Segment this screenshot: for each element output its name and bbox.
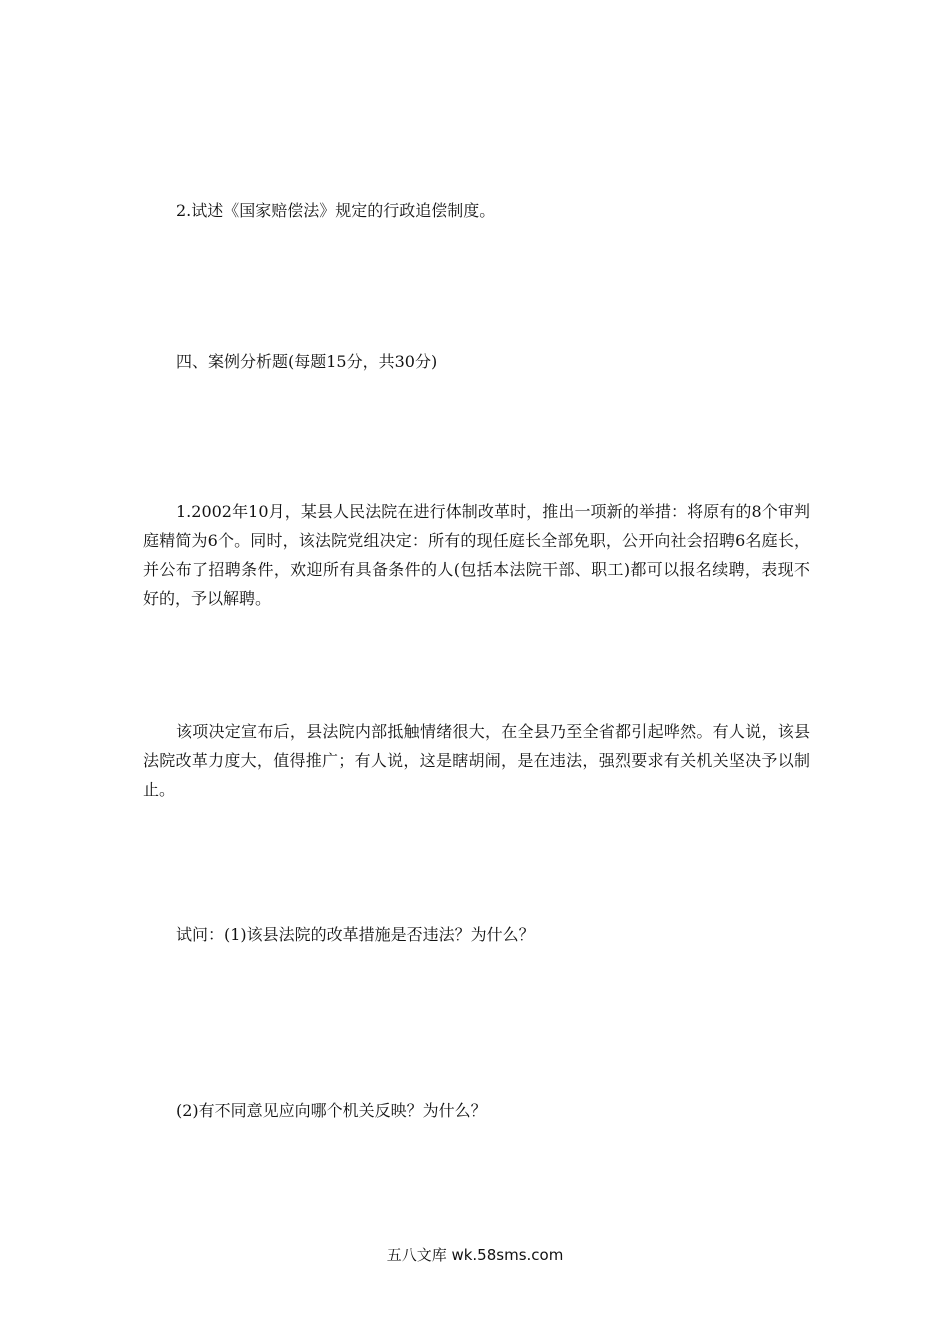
case-1-paragraph-2: 该项决定宣布后，县法院内部抵触情绪很大，在全县乃至全省都引起哗然。有人说，该县法院改革力度大，值得推广；有人说，这是瞎胡闹，是在违法，强烈要求有关机关坚决予以制止。 xyxy=(143,722,810,799)
case-1-paragraph-1: 1.2002年10月，某县人民法院在进行体制改革时，推出一项新的举措：将原有的8个审判庭精简为6个。同时，该法院党组决定：所有的现任庭长全部免职，公开向社会招聘6名庭长，并公布了招聘条件，欢迎所有具备条件的人(包括本法院干部、职工)都可以报名续聘，表现不好的，予以解聘。 xyxy=(143,502,810,608)
footer-watermark: 五八文库 wk.58sms.com xyxy=(386,1246,564,1264)
essay-question-2: 2.试述《国家赔偿法》规定的行政追偿制度。 xyxy=(176,201,496,220)
case-question-1: 试问：(1)该县法院的改革措施是否违法？为什么？ xyxy=(176,925,535,944)
case-question-2: (2)有不同意见应向哪个机关反映？为什么？ xyxy=(176,1101,487,1120)
section-4-heading: 四、案例分析题(每题15分，共30分) xyxy=(176,352,438,371)
